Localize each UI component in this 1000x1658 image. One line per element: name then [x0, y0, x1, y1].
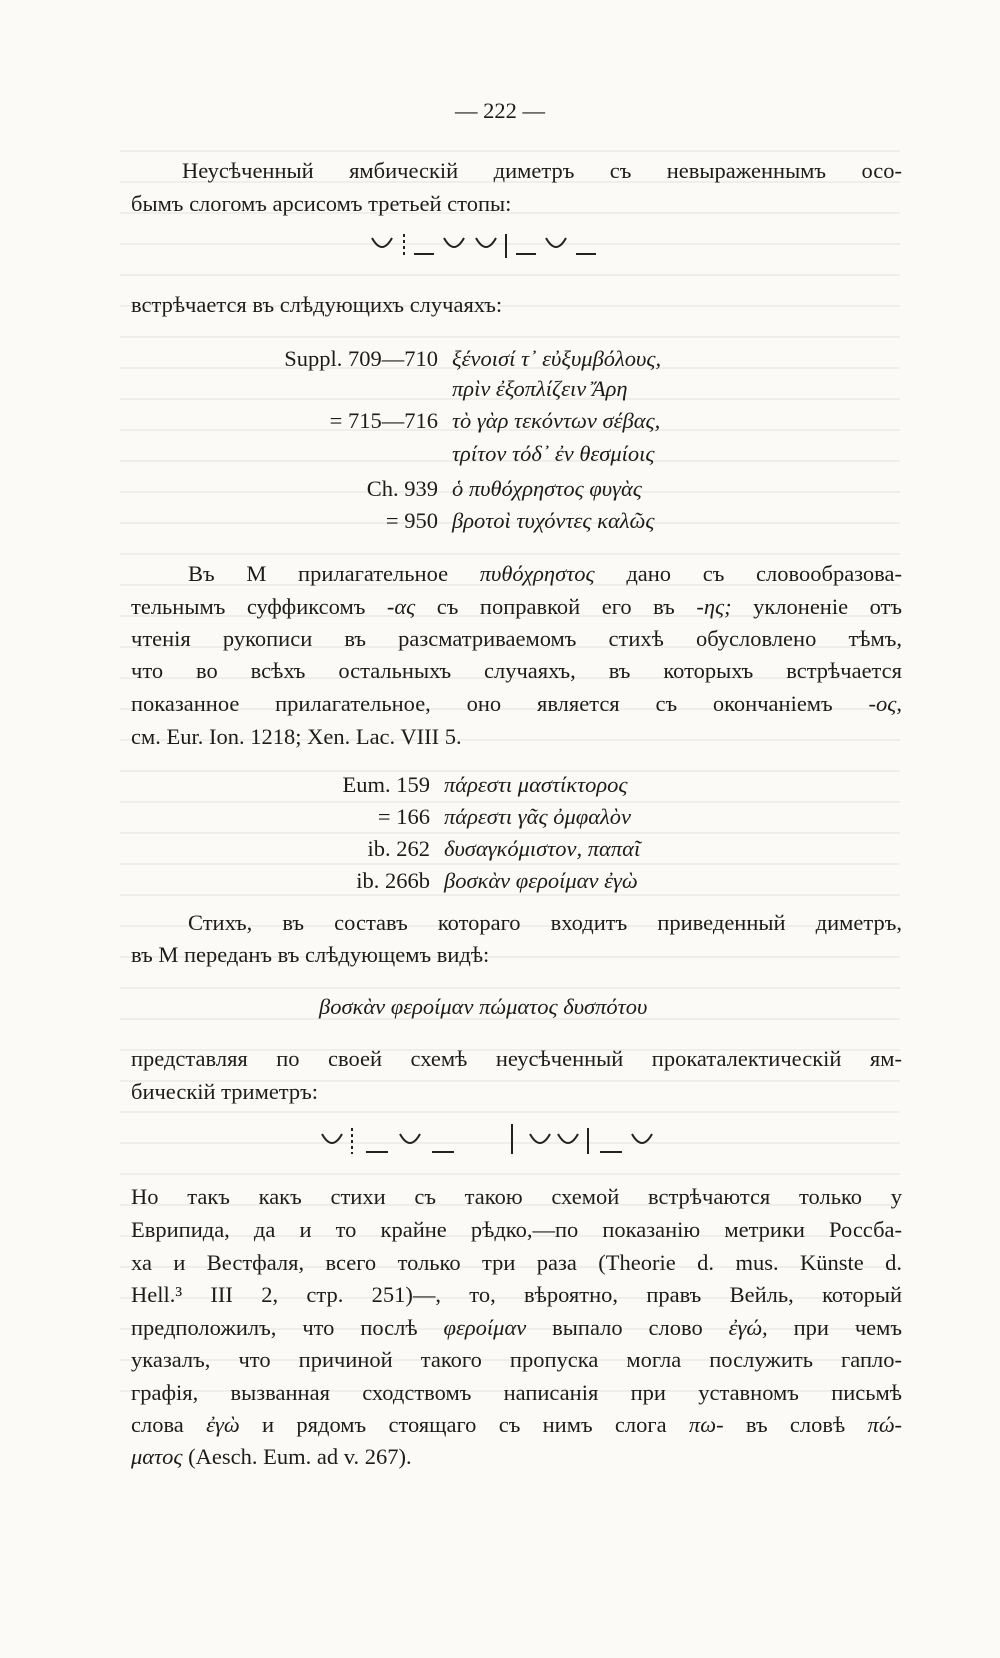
text-run: графія, вызванная сходствомъ написанія при уставномъ письмѣ	[131, 1380, 902, 1405]
text-run: см. Eur. Ion. 1218; Xen. Lac. VIII 5.	[131, 724, 462, 749]
text-run: что во всѣхъ остальныхъ случаяхъ, въ которыхъ встрѣчается	[131, 658, 902, 683]
text-run: показанное прилагательное, оно является съ окончаніемъ	[131, 691, 869, 716]
text-run: уклоненіе отъ	[731, 594, 903, 619]
paragraph-line	[131, 726, 462, 749]
verse-reference: ib. 262	[367, 836, 430, 861]
greek-verse: βροτοὶ τυχόντες καλῶς	[452, 508, 655, 533]
paragraph-line	[131, 1349, 902, 1372]
verse-reference: ib. 266b	[356, 868, 430, 893]
quoted-verse: βοσκὰν φεροίμαν πώματος δυσπότου	[319, 994, 648, 1019]
paragraph-line: Неусѣченный ямбическій диметръ съ невыраженнымъ осо-	[182, 158, 902, 183]
paragraph-line	[131, 660, 902, 683]
greek-verse: ξένοισί τ᾽ εὐξυμβόλους,	[452, 346, 662, 371]
text-run: съ поправкой его въ	[415, 594, 697, 619]
verse-reference: = 166	[377, 804, 430, 829]
paragraph-line: Стихъ, въ составъ котораго входитъ приведенный диметръ,	[188, 910, 902, 935]
verse-reference: Eum. 159	[342, 772, 430, 797]
greek-verse: πρὶν ἐξοπλίζειν Ἄρη	[452, 376, 628, 401]
paragraph-line	[131, 1252, 902, 1275]
verse-reference: = 950	[385, 508, 438, 533]
text-run: Но такъ какъ стихи съ такою схемой встрѣчаются только у	[131, 1184, 902, 1209]
paragraph-line	[131, 1284, 902, 1307]
greek-term: -ος,	[868, 691, 902, 716]
greek-term: πω-	[688, 1412, 724, 1437]
text-run: слова	[131, 1412, 207, 1437]
paragraph-line	[131, 1414, 902, 1437]
greek-verse: τρίτον τόδ᾽ ἐν θεσμίοις	[452, 441, 655, 466]
text-run: предположилъ, что послѣ	[131, 1315, 444, 1340]
text-run: указалъ, что причиной такого пропуска могла послужить гапло-	[131, 1347, 902, 1372]
greek-term: πώ-	[867, 1412, 903, 1437]
paragraph-line	[131, 1317, 902, 1340]
text-run: Hell.³ III 2, стр. 251)—, то, вѣроятно, правъ Вейль, который	[131, 1282, 902, 1307]
greek-verse: βοσκὰν φεροίμαν ἐγὼ	[444, 868, 638, 893]
text-run: при чемъ	[767, 1315, 902, 1340]
paragraph-line: бическій триметръ:	[131, 1079, 319, 1104]
greek-term: -ης;	[696, 594, 732, 619]
text-run: тельнымъ суффиксомъ	[131, 594, 387, 619]
text-run: дано съ словообразова-	[594, 561, 902, 586]
metrical-scheme-dimeter	[370, 232, 670, 266]
greek-verse: πάρεστι μαστίκτορος	[444, 772, 628, 797]
paragraph-line	[131, 596, 902, 619]
verse-reference: Ch. 939	[366, 476, 438, 501]
paragraph-line	[131, 1219, 902, 1242]
verse-reference: Suppl. 709—710	[284, 346, 438, 371]
metrical-scheme-trimeter	[320, 1124, 740, 1160]
greek-term: ματος	[131, 1444, 183, 1469]
greek-term: φεροίμαν	[443, 1315, 527, 1340]
paragraph-line: представляя по своей схемѣ неусѣченный прокаталектическій ям-	[131, 1046, 902, 1071]
paragraph-line	[131, 1186, 902, 1209]
text-run: въ словѣ	[723, 1412, 868, 1437]
paragraph-line	[131, 693, 902, 716]
text-run: (Aesch. Eum. ad v. 267).	[182, 1444, 412, 1469]
greek-term: ἐγώ,	[728, 1315, 768, 1340]
paragraph-line	[131, 628, 902, 651]
paragraph-line	[131, 1382, 902, 1405]
text-run: ха и Вестфаля, всего только три раза (Theorie d. mus. Künste d.	[131, 1250, 902, 1275]
paragraph-line: встрѣчается въ слѣдующихъ случаяхъ:	[131, 292, 503, 317]
greek-term: -ας	[386, 594, 416, 619]
page-number: — 222 —	[455, 98, 545, 123]
greek-term: ἐγὼ	[206, 1412, 240, 1437]
text-run: чтенія рукописи въ разсматриваемомъ стихѣ обусловлено тѣмъ,	[131, 626, 902, 651]
text-run: выпало слово	[526, 1315, 729, 1340]
greek-verse: τὸ γὰρ τεκόντων σέβας,	[452, 408, 661, 433]
text-run: Еврипида, да и то крайне рѣдко,—по показанію метрики Россба-	[131, 1217, 902, 1242]
greek-verse: δυσαγκόμιστον, παπαῖ	[444, 836, 641, 861]
greek-term: πυθόχρηστος	[479, 561, 595, 586]
paragraph-line	[131, 1446, 412, 1469]
greek-verse: πάρεστι γᾶς ὀμφαλὸν	[444, 804, 631, 829]
paragraph-line: бымъ слогомъ арсисомъ третьей стопы:	[131, 191, 512, 216]
paragraph-line: въ М переданъ въ слѣдующемъ видѣ:	[131, 942, 490, 967]
verse-reference: = 715—716	[329, 408, 438, 433]
paragraph-line	[188, 563, 902, 586]
text-run: и рядомъ стоящаго съ нимъ слога	[239, 1412, 689, 1437]
greek-verse: ὁ πυθόχρηστος φυγὰς	[452, 476, 642, 501]
text-run: Въ М прилагательное	[188, 561, 480, 586]
